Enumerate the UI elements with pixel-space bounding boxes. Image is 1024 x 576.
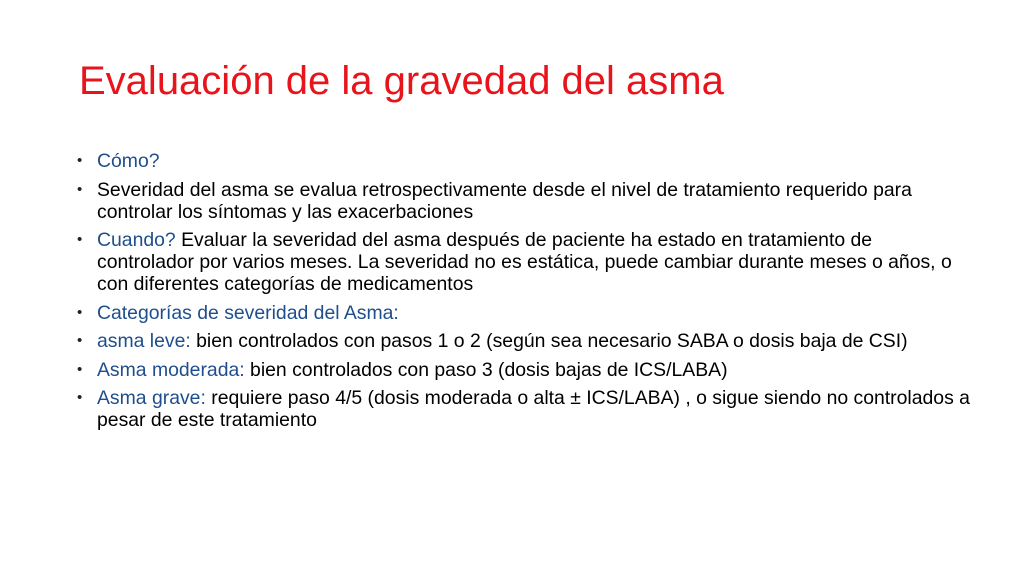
bullet-item-categorias: [72, 302, 972, 324]
bullet-item-cuando: [72, 229, 972, 295]
bullet-text: Evaluar la severidad del asma después de paciente ha estado en tratamiento de controlador por varios meses. La severidad no es estática, puede cambiar durante meses o años, o con diferentes categorías de medicamentos: [97, 229, 952, 295]
bullet-item-asma-grave: [72, 387, 972, 431]
bullet-text: requiere paso 4/5 (dosis moderada o alta ± ICS/LABA) , o sigue siendo no controlados a pesar de este tratamiento: [97, 387, 970, 431]
bullet-text: Severidad del asma se evalua retrospectivamente desde el nivel de tratamiento requerido para controlar los síntomas y las exacerbaciones: [97, 178, 912, 223]
bullet-lead: Asma grave:: [97, 387, 206, 409]
bullet-dot-icon: •: [77, 231, 83, 248]
bullet-dot-icon: •: [77, 389, 83, 406]
bullet-text: bien controlados con pasos 1 o 2 (según sea necesario SABA o dosis baja de CSI): [190, 330, 908, 352]
bullet-item-asma-moderada: [72, 359, 972, 381]
bullet-dot-icon: •: [77, 152, 83, 169]
bullet-item-como: [72, 150, 972, 172]
bullet-dot-icon: •: [77, 332, 83, 349]
bullet-dot-icon: •: [77, 303, 83, 321]
bullet-lead: Categorías de severidad del Asma:: [97, 301, 399, 324]
bullet-lead: Asma moderada:: [97, 358, 245, 381]
bullet-list: [72, 150, 972, 438]
bullet-dot-icon: •: [77, 360, 83, 378]
bullet-text: bien controlados con paso 3 (dosis bajas de ICS/LABA): [244, 358, 728, 381]
bullet-lead: Cuando?: [97, 229, 176, 251]
bullet-lead: asma leve:: [97, 330, 191, 352]
bullet-lead: Cómo?: [97, 150, 160, 172]
bullet-item-asma-leve: [72, 330, 972, 352]
bullet-item-severidad: [72, 179, 972, 223]
slide-title: Evaluación de la gravedad del asma: [79, 59, 724, 103]
bullet-dot-icon: •: [77, 180, 83, 198]
